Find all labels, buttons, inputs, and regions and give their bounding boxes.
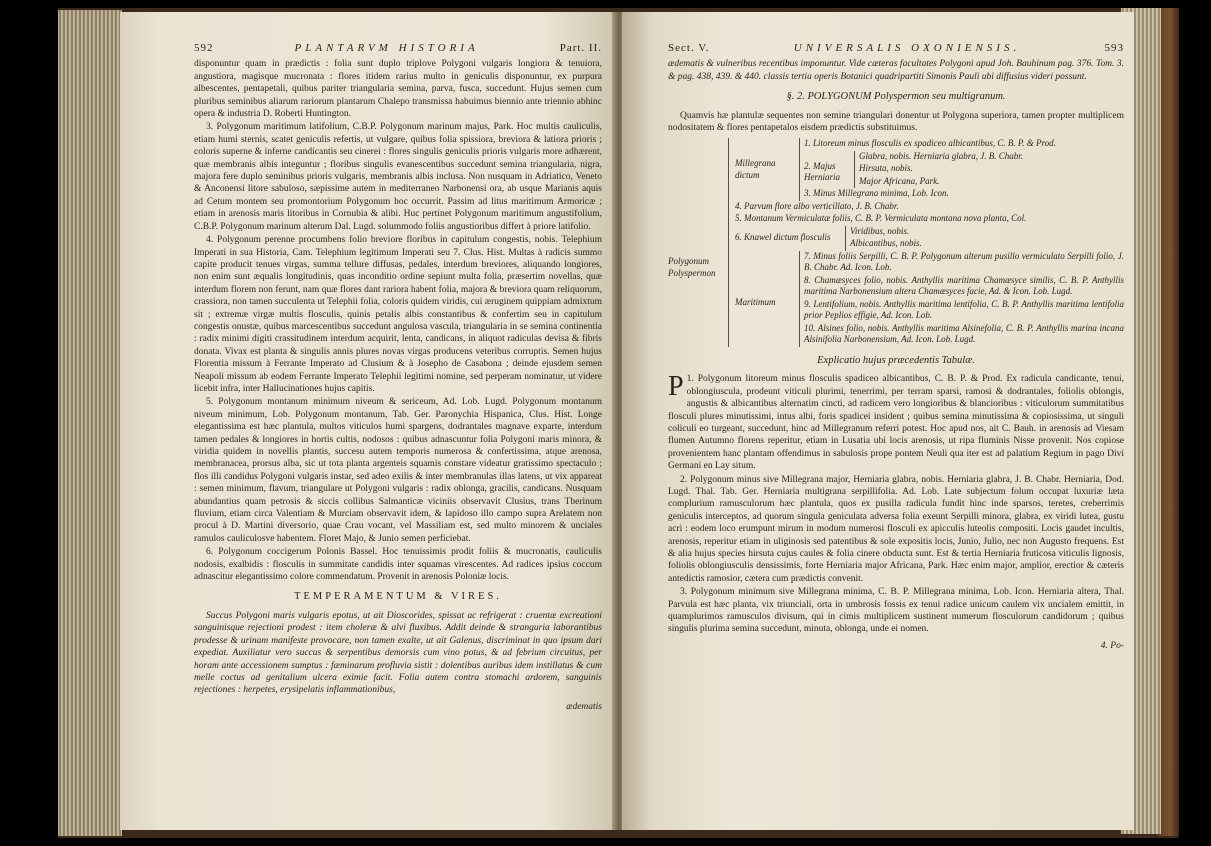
left-running-head [194,42,602,54]
classification-table [668,138,1124,347]
label-maritimum: Maritimum [735,296,776,307]
dropcap: P [668,371,684,403]
left-page-edges [58,10,122,836]
knawel-items [845,226,1124,251]
group-millegrana [735,138,1124,201]
label-majus-group [804,151,854,189]
left-para-3: 3. Polygonum maritimum latifolium, C.B.P. Polygonum marinum majus, Park. Hoc multis cauliculis, etiam humi sternis, scatet geniculis refertis, ut vulgare, quibus folia spissiora, breviora & latiora prioris ; coloris superne & inferne candicantis seu cinerei : flores singulis geniculis prioris vulgaris more adhærent, quæ membranis albis integuntur ; floribus singulis evanescentibus succedunt semina triangularia, nigra, majora fere duplo seminibus prioris vulgaris, membranis albis inclusa. Non nusquam in Adriatico, Veneto & Anconensi litore sabuloso, sæpissime autem in mediterraneo Narbonensi ora, ab usque Marianis aquis ad Cetum montem seu promontorium Polygonum hoc occurrit. Passim ad litus maritimum Armoricæ ; etiam in arenosis maris litoribus in Cornubia & alibi. Huc pertinet Polygonum maritimum angustifolium, C.B.P. Polygonum marinum alterum Dal. Lugd. solummodo foliis angustioribus differt à priore latifolio. [194,122,602,232]
table-row-2b: Hirsuta, nobis. [859,163,913,174]
right-page [622,12,1134,830]
left-para-6: 6. Polygonum coccigerum Polonis Bassel. Hoc tenuissimis prodit foliis & mucronatis, cauliculis nodosis, exalbidis : flosculis in summitate candidis inter squamas virescentes. Ad radices ipsius coccum adnascitur elegantissimo colore commendatum. Provenit in arenosis Poloniæ locis. [194,547,602,583]
table-body [728,138,1124,347]
left-catchword: ædematis [566,701,602,712]
right-para-intro: ædematis & vulneribus recentibus imponuntur. Vide cæteras facultates Polygoni apud Joh. Bauhinum pag. 376. Tom. 3. & pag. 438, 439. & 440. classis tertia operis Botanici quadripartiti Simonis Pauli ubi diffusius videri possunt. [668,59,1124,82]
right-para-1 [668,373,1124,472]
right-running-title: UNIVERSALIS OXONIENSIS. [793,42,1021,54]
heading-polygonum: §. 2. POLYGONUM Polyspermon seu multigranum. [786,91,1006,103]
section-temperamentum: TEMPERAMENTUM & VIRES. [294,591,502,603]
left-para-5: 5. Polygonum montanum minimum niveum & sericeum, Ad. Lob. Lugd. Polygonum montanum niveum minimum, Lob. Polygonum montanum, Tab. Ger. Paronychia Hispanica, Clus. Hist. Longe elegantissima est hæc plantula, multos viticulos humi spargens, dodrantales magnave exparte, interdum tamen pedales & longiores in hortis cultis, nodosos : quibus adnascuntur folia Polygoni maris minora, & viridia quidem in novellis plantis, succesu autem temporis numerosa & confertissima, atque arenosa, membranacea, prorsus alba, sic ut tota planta argenteis squamis constare videatur gratissimo spectaculo ; flos illi candidus Polygoni vulgaris instar, sed adeo exilis & inter membranulas illas latens, ut vix appareat : semen minimum, flavum, triangulare ut Polygoni vulgaris : radix oblonga, gracilis, candicans. Nusquam abundantius quam petrosis & siccis collibus Salmanticæ viciniis observavit Clusius, trans Tberinum fluvium, etiam circa Valentiam & Murciam observavit idem, & lapidoso illo campo supra Arelatem non procul à D. Martini diversorio, quae Crau vocant, vel Massiliam est, sed multo minorem & unciales ramulos cauliculosve habentem. Floret Majo, & Junio semen perficiebat. [194,397,602,544]
table-row-6b: Albicantibus, nobis. [850,238,922,249]
right-para-1-text: 1. Polygonum litoreum minus flosculis spadiceo albicantibus, C. B. P. & Prod. Ex radicula candicante, tenui, oblongiuscula, prodeunt viticuli plurimi, tenerrimi, per terram sparsi, ramosi & dodrantales, foliolis oblongis, angustis & albicantibus alternatim cincti, ad radicem vero longioribus & blancioribus : viticulorum summitatibus flosculi plures minutissimi, intus albi, foris spadicei insident ; quibus semina minutissima & copiosissima, ut singuli coliculi eo turgeant, succedunt, hinc ad Millegranum referri potest. Hoc apud nos, ait C. Bauh. in arenosis ad Viesam flumen Autumno florens reperitur, etiam in Lusatia ubi locis arenosis, ut ripa fluminis Nisse provenit. Nos copiose provenientem hanc plantam offendimus in sabulosis prope pontem Neuli qua iter est ad palatium Regium in pago Divi Germani en Lay situm. [668,374,1124,472]
left-para-vires: Succus Polygoni maris vulgaris epotus, ut ait Dioscorides, spissat ac refrigerat : cruentæ excreationi sanguinisque rejectioni prodest : item choleræ & alvi fluxibus. Addit deinde & stranguria laborantibus prodesse & urinam manifeste provocare, non tamen exalte, ut ait Galenus, discriminat in quo ipsum dari expediat. Auxiliatur vero succus & serpentibus demorsis cum vino potus, & ad febrium circuitus, per horam ante accessionem sumptus : fæminarum profluvia sistit : dolentibus auribus idem instillatus & cum melle coctus ad genitalium ulcera eximie facit. Folia autem contra stomachi ardorem, sanguinis rejectiones : herpetes, erysipelatis inflammationibus, [194,610,602,696]
table-row-2a: Glabra, nobis. Herniaria glabra, J. B. Chabr. [859,150,1024,161]
table-row-4: 4. Parvum flore albo verticillato, J. B. Chabr. [735,200,899,211]
subgroup-majus [804,151,1124,189]
right-para-2: 2. Polygonum minus sive Millegrana major, Herniaria glabra, nobis. Herniaria glabra, J. B. Chabr. Herniaria, Dod. Lugd. Thal. Tab. Ger. Herniaria multigrana serpillifolia. Ad. Lob. Late subjectum folum occupat luxuriæ læta complurium ramusculorum hæc plantula, quos ex pusilla radicula fundit hinc inde sparsos, teretes, creberrimis geniculis interceptos, ad quorum singula geniculata adversa folia exeunt Serpilli minora, glabra, ex viridi lutea, gustu acri : eodem loco erumpunt mirum in modum numerosi flosculi ex apicculis luteolis compositi. Locis gaudet incultis, arenosis, reperitur etiam in uliginosis sed patentibus & sole expositis locis, Junio, Julio, nec non Augusto frequens. Est & alia hujus species hirsuta cujus caules & folia cinere obducta sunt. Est & tertia Herniaria fruticosa viticulis lignosis, foliolis oblongiusculis densissimis, forte Herniaria major Africana, Park. Hæc enim major, amplior, erectior & cæteris antedictis ramosior, cætera cum prædictis convenit. [668,474,1124,584]
majus-items [854,151,1124,189]
left-para-4: 4. Polygonum perenne procumbens folio breviore floribus in capitulum congestis, nobis. Telephium Imperati in sua Historia, Cam. Telephium legitimum Imperati seu 7. Clus. Hist. Multas à radicis summo capite producit tenues virgas, summa tellure diffusas, pedales, interdum breviores, aliquando longiores, non enim sunt æqualis longitudinis, quas inconditio ordine sepiunt multa folia, præsertim novellas, quæ interdum florem non ferunt, nam quæ flores dant rariora habent folia, majora & breviora quam reliquorum, crassiora, non tamen succulenta ut Telephii folia, coloris quidem viridis, cui æruginem quippiam admixtum sit ; extremæ virgæ multis flosculis, quinis petalis albis constantibus & confertim seu in capitulum congestis onustæ, quibus marcescentibus succedunt angulosa vascula, triangularia in se semina continentia : radix minimi digiti crassitudinem interdum acquirit, lenta, candicans, in aliquot radiculas devisa & fibris donata. Vivax est planta & singulis annis plures novas virgas producens veteribus corruptis. Semen hujus Florentia missum à Ferrante Imperato ad Clusium & à Josepho de Casabona ; deinde ejusdem semen Neapoli missum ab eodem Ferrante Imperato Telephii legitimi nomine, sed perperam nominatur, ut videre licebit infra, inter Hallucinationes hujus capitis. [194,235,602,394]
left-page-number: 592 [194,42,214,54]
right-catchword: 4. Po- [1100,640,1124,651]
table-row-7: 7. Minus foliis Serpilli, C. B. P. Polygonum alterum pusillo vermiculato Serpilli folio, J. B. Chabr. Ad. Icon. Lob. [804,250,1124,273]
right-page-number: 593 [1104,42,1124,54]
table-row-5: 5. Montanum Vermiculatæ foliis, C. B. P. Vermiculata montana nova planta, Col. [735,213,1027,224]
group-maritimum [735,251,1124,347]
label-millegrana: Millegrana dictum [735,158,776,180]
group-knawel [735,226,1124,251]
label-knawel: 6. Knawel dictum flosculis [735,231,831,242]
right-para-3: 3. Polygonum minimum sive Millegrana minima, C. B. P. Millegrana minima, Lob. Icon. Herniaria altera, Thal. Parvula est hæc planta, vix triunciali, orta in umbrosis fossis ex tenui radice unicum caulem vix uncialem emittit, in quamplurimos ramusculos divisum, qui in cimis multiplicem sustinent numerum flosculorum candidorum ; quibus singulis plurima semina succedunt, minuta, oblonga, unde ei nomen. [668,587,1124,635]
table-row-1: 1. Litoreum minus flosculis ex spadiceo albicantibus, C. B. P. & Prod. [804,138,1056,149]
millegrana-items [799,138,1124,201]
table-row-9: 9. Lentifolium, nobis. Anthyllis maritima lentifolia, C. B. P. Anthyllis maritima lentifolia prior Peplios effigie, Ad. Icon. Lob. [804,298,1124,321]
explicatio-heading: Explicatio hujus præcedentis Tabulæ. [817,354,975,366]
table-row-2c: Major Africana, Park. [859,175,940,186]
left-page [120,12,616,830]
table-row-8: 8. Chamæsyces folio, nobis. Anthyllis maritima Chamæsyce similis, C. B. P. Anthyllis maritima Narbonensium altera Chamæsyces facie, Ad. & Icon. Lob. Lugd. [804,274,1124,297]
table-title-2: Polyspermon [668,268,716,279]
left-running-title: PLANTARVM HISTORIA [294,42,479,54]
table-row-3: 3. Minus Millegrana minima, Lob. Icon. [804,188,949,199]
label-majus: 2. Majus [804,160,836,171]
right-para-quamvis: Quamvis hæ plantulæ sequentes non semine triangulari donentur ut Polygona superiora, tamen propter multiplicem nodositatem & flores pentapetalos eisdem prædictis substituimus. [668,110,1124,134]
right-running-head [668,42,1124,54]
table-title-1: Polygonum [668,256,709,267]
label-herniaria: Herniaria [804,172,840,183]
left-part: Part. II. [559,42,602,54]
maritimum-items [799,251,1124,347]
table-title [668,138,728,347]
left-para-intro: disponuntur quam in prædictis : folia sunt duplo triplove Polygoni vulgaris longiora & tenuiora, angustiora, magisque mucronata : flores itidem rarius multo in geniculis disponuntur, ex purpura albescentes, pentapetali, quibus pariter triangularia semina, parva, fusca, succedunt. Hujus semen cum pluribus seminibus aliarum rariorum plantarum Chalepo transmissa habuimus biennio ante triennio abhinc opera & industria D. Roberti Huntington. [194,59,602,120]
table-row-6a: Viridibus, nobis. [850,225,910,236]
table-row-10: 10. Alsines folio, nobis. Anthyllis maritima Alsinefolia, C. B. P. Anthyllis marina incana Alsinifolia Narbonensium, Ad. Icon. Lob. Lugd. [804,322,1124,345]
right-section-marker: Sect. V. [668,42,710,54]
